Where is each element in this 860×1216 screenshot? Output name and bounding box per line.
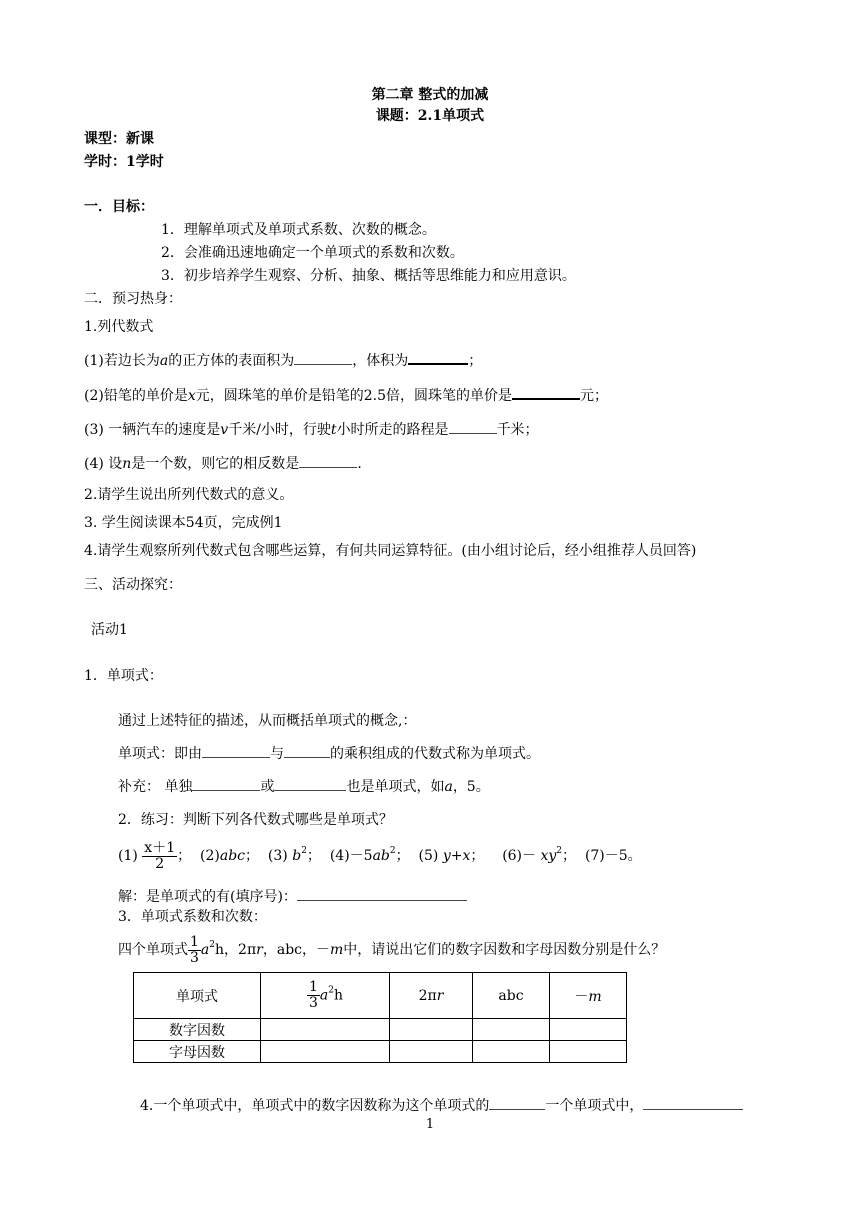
preview-sub2: 2.请学生说出所列代数式的意义。	[84, 487, 294, 503]
fill-blank[interactable]	[489, 1095, 545, 1110]
table-cell[interactable]	[550, 1041, 627, 1063]
table-header-label: 单项式	[134, 973, 261, 1019]
goal-item: 3．初步培养学生观察、分析、抽象、概括等思维能力和应用意识。	[161, 268, 576, 284]
table-cell[interactable]	[261, 1041, 390, 1063]
fill-blank[interactable]	[408, 349, 468, 365]
section-1: 1．单项式：	[84, 668, 163, 684]
lesson-type: 课型：新课	[84, 131, 154, 147]
fill-blank[interactable]	[192, 776, 260, 791]
fraction: $\frac{x+1}{2}$	[144, 839, 176, 872]
table-row-label: 数字因数	[134, 1019, 261, 1041]
table-cell[interactable]	[473, 1019, 550, 1041]
monomial-table	[133, 972, 627, 1063]
fill-blank[interactable]	[449, 419, 497, 434]
answer-line: 解：是单项式的有(填序号)：	[118, 886, 467, 906]
fill-blank[interactable]	[643, 1095, 743, 1110]
preview-sub4: 4.请学生观察所列代数式包含哪些运算，有何共同运算特征。(由小组讨论后，经小组推荐人员回答)	[84, 543, 697, 559]
topic-title: 课题：2.1单项式	[375, 108, 485, 124]
preview-sub3: 3. 学生阅读课本54页，完成例1	[84, 515, 283, 531]
table-cell[interactable]	[390, 1019, 473, 1041]
section-4: 4.一个单项式中，单项式中的数字因数称为这个单项式的 一个单项式中，	[140, 1095, 743, 1115]
fill-blank[interactable]	[202, 743, 270, 758]
goal-item: 2．会准确迅速地确定一个单项式的系数和次数。	[161, 245, 464, 261]
practice-items: (1) $\frac{x+1}{2}$ ； (2)abc； (3) $b^2$； $(4)-5ab^2$； (5) y+x； $(6)- xy^2$； (7)－5。	[118, 839, 642, 872]
goals-heading: 一．目标：	[84, 199, 154, 215]
fill-blank[interactable]	[512, 384, 580, 400]
table-header-cell: 2πr	[390, 973, 473, 1019]
table-header-cell: $\frac{1}{3}$ $a^2h$	[261, 973, 390, 1019]
explore-heading: 三、活动探究：	[84, 577, 182, 593]
chapter-title: 第二章 整式的加减	[371, 87, 489, 103]
question-4: (4) 设n是一个数，则它的相反数是 .	[84, 453, 362, 473]
fill-blank[interactable]	[294, 350, 352, 365]
question-1: (1)若边长为a的正方体的表面积为 ，体积为 ；	[84, 349, 482, 370]
fraction: $\frac{1}{3}$	[190, 933, 199, 966]
definition: 单项式：即由 与 的乘积组成的代数式称为单项式。	[118, 743, 540, 763]
table-cell[interactable]	[550, 1019, 627, 1041]
fill-blank[interactable]	[299, 453, 357, 468]
table-row-label: 字母因数	[134, 1041, 261, 1063]
lesson-hours: 学时：1学时	[84, 154, 164, 170]
supplement: 补充： 单独 或 也是单项式，如a，5。	[118, 776, 490, 796]
fill-blank[interactable]	[284, 743, 330, 758]
question-3: (3) 一辆汽车的速度是v千米/小时，行驶t小时所走的路程是 千米；	[84, 419, 539, 439]
fraction: $\frac{1}{3}$	[308, 979, 318, 1011]
preview-heading: 二．预习热身：	[84, 291, 182, 307]
page-number: 1	[425, 1117, 435, 1132]
preview-sub1: 1.列代数式	[84, 319, 154, 335]
fill-blank[interactable]	[274, 776, 346, 791]
table-header-cell: abc	[473, 973, 550, 1019]
activity-label: 活动1	[91, 622, 128, 638]
concept-desc: 通过上述特征的描述，从而概括单项式的概念,：	[118, 713, 417, 729]
table-cell[interactable]	[261, 1019, 390, 1041]
table-cell[interactable]	[390, 1041, 473, 1063]
answer-blank[interactable]	[297, 886, 467, 901]
question-2: (2)铅笔的单价是x元，圆珠笔的单价是铅笔的2.5倍，圆珠笔的单价是 元；	[84, 384, 608, 405]
goal-item: 1．理解单项式及单项式系数、次数的概念。	[161, 222, 436, 238]
practice-prompt: 2．练习：判断下列各代数式哪些是单项式？	[118, 812, 393, 828]
table-cell[interactable]	[473, 1041, 550, 1063]
table-header-cell: －m	[550, 973, 627, 1019]
four-monomials: 四个单项式 $\frac{1}{3}$ $a^2h$，2πr，abc，－m中，请说出它们的数字因数和字母因数分别是什么？	[118, 933, 666, 966]
section-3: 3．单项式系数和次数：	[118, 909, 267, 925]
